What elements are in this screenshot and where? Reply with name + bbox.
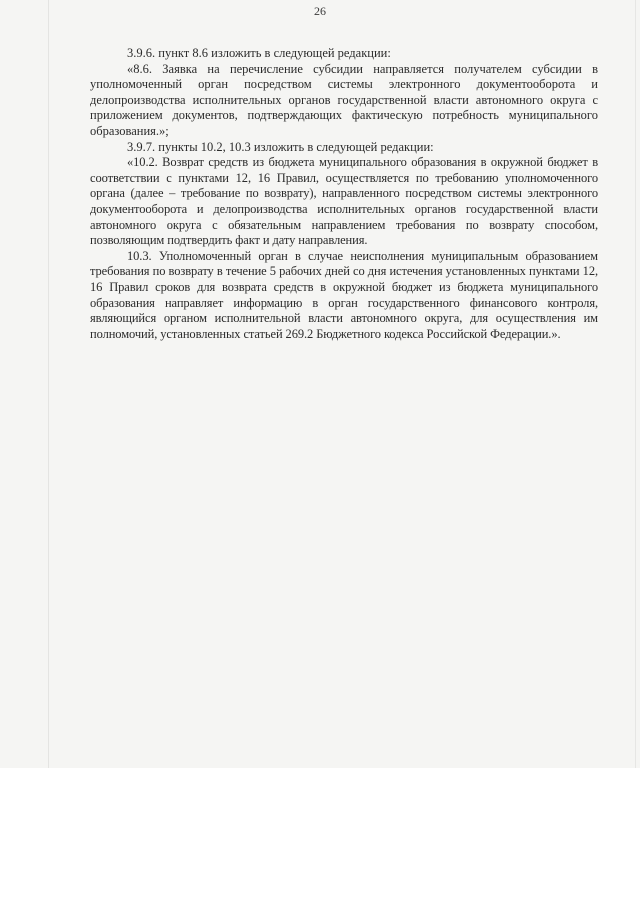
blank-bottom-area — [0, 768, 640, 905]
paragraph-10-2: «10.2. Возврат средств из бюджета муниципального образования в окружной бюджет в соответствии с пунктами 12, 16 Правил, осуществляется по требованию уполномоченного органа (далее – требование по возврату), направленного посредством системы электронного документооборота и делопроизводства исполнительных органов государственной власти автономного округа с обязательным направлением требования по возврату способом, позволяющим подтвердить факт и дату направления. — [90, 155, 598, 248]
scan-left-edge — [48, 0, 49, 768]
paragraph-3-9-6: 3.9.6. пункт 8.6 изложить в следующей редакции: — [127, 46, 391, 60]
document-body — [90, 46, 598, 342]
paragraph-10-3: 10.3. Уполномоченный орган в случае неисполнения муниципальным образованием требования по возврату в течение 5 рабочих дней со дня истечения установленных пунктами 12, 16 Правил сроков для возврата средств в окружной бюджет из бюджета муниципального образования направляет информацию в орган государственного финансового контроля, являющийся органом исполнительной власти автономного округа, для осуществления им полномочий, установленных статьей 269.2 Бюджетного кодекса Российской Федерации.». — [90, 248, 598, 341]
scan-right-edge — [635, 0, 636, 768]
paragraph-8-6: «8.6. Заявка на перечисление субсидии направляется получателем субсидии в уполномоченный орган посредством системы электронного документооборота и делопроизводства исполнительных органов государственной власти автономного округа с приложением документов, подтверждающих фактическую потребность муниципального образования.»; — [90, 61, 598, 138]
paragraph-3-9-7: 3.9.7. пункты 10.2, 10.3 изложить в следующей редакции: — [127, 139, 434, 154]
page-number: 26 — [314, 4, 326, 18]
